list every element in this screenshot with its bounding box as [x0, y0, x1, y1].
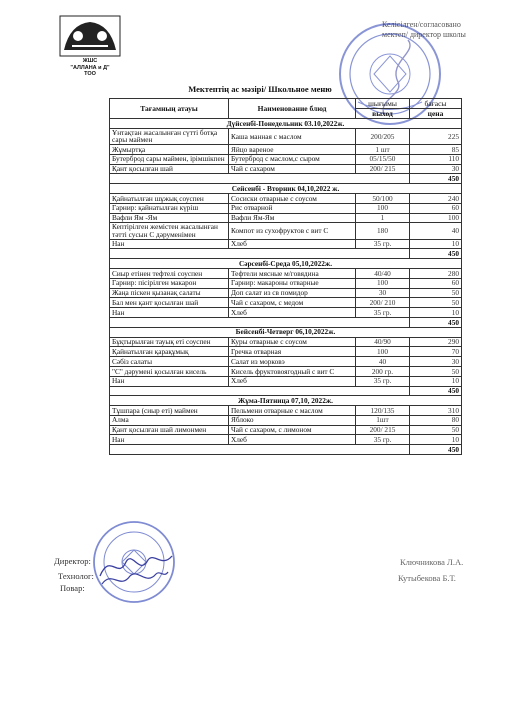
dish-name-ru: Хлеб	[229, 308, 356, 318]
dish-name-ru: Тефтели мясные м/говядина	[229, 268, 356, 278]
dish-yield: 180	[356, 223, 410, 239]
dish-name-ru: Чай с сахаром, с лимоном	[229, 425, 356, 435]
day-total: 450	[410, 386, 462, 396]
day-title: Сейсенбі - Вторник 04,10,2022 ж.	[110, 184, 462, 194]
dish-price: 30	[410, 357, 462, 367]
logo-emblem-icon	[50, 14, 130, 58]
page-title: Мектептің ас мәзірі/ Школьное меню	[188, 84, 332, 94]
dish-name-kz: Жұмыртқа	[110, 144, 229, 154]
dish-name-ru: Куры отварные с соусом	[229, 337, 356, 347]
dish-price: 60	[410, 203, 462, 213]
dish-name-kz: Қайнатылған шұжық соуспен	[110, 193, 229, 203]
dish-yield: 05/15/50	[356, 154, 410, 164]
menu-item-row	[110, 298, 462, 308]
director-label: Директор:	[54, 556, 91, 566]
menu-item-row	[110, 337, 462, 347]
dish-name-ru: Доп салат из св помидор	[229, 288, 356, 298]
menu-item-row	[110, 435, 462, 445]
day-title: Бейсенбі-Четверг 06,10,2022ж.	[110, 327, 462, 337]
dish-name-kz: Қант қосылған шай лимонмен	[110, 425, 229, 435]
dish-name-ru: Яйцо вареное	[229, 144, 356, 154]
dish-price: 10	[410, 308, 462, 318]
dish-name-ru: Салат из морковэ	[229, 357, 356, 367]
dish-name-kz: Тұшпара (сиыр еті) маймен	[110, 406, 229, 416]
technologist-label: Технолог:	[58, 571, 94, 581]
dish-name-ru: Сосиски отварные с соусом	[229, 193, 356, 203]
dish-yield: 1	[356, 213, 410, 223]
dish-yield: 50/100	[356, 193, 410, 203]
dish-yield: 40/90	[356, 337, 410, 347]
dish-yield: 100	[356, 278, 410, 288]
dish-yield: 30	[356, 288, 410, 298]
dish-name-ru: Гарнир: макароны отварные	[229, 278, 356, 288]
dish-price: 10	[410, 376, 462, 386]
approval-line-2: мектеп/ директор школы	[382, 30, 466, 39]
dish-name-kz: Кептірілген жемістен жасалынған тәтті сусын С дәруменімен	[110, 223, 229, 239]
menu-item-row	[110, 347, 462, 357]
menu-item-row	[110, 213, 462, 223]
dish-price: 10	[410, 435, 462, 445]
dish-name-kz: Бутерброд сары маймен, ірімшікпен	[110, 154, 229, 164]
dish-name-kz: Бұқтырылған тауық еті соуспен	[110, 337, 229, 347]
cook-label: Повар:	[60, 583, 85, 593]
menu-item-row	[110, 406, 462, 416]
day-total-row	[110, 445, 462, 455]
dish-price: 80	[410, 415, 462, 425]
dish-price: 30	[410, 164, 462, 174]
menu-item-row	[110, 415, 462, 425]
dish-name-kz: Нан	[110, 239, 229, 249]
dish-name-ru: Каша манная с маслом	[229, 128, 356, 144]
menu-item-row	[110, 239, 462, 249]
technologist-signature-icon	[100, 566, 170, 592]
dish-price: 70	[410, 347, 462, 357]
dish-yield: 35 гр.	[356, 435, 410, 445]
menu-item-row	[110, 193, 462, 203]
dish-yield: 200/ 215	[356, 425, 410, 435]
dish-price: 290	[410, 337, 462, 347]
day-title: Сәрсенбі-Среда 05,10,2022ж.	[110, 259, 462, 269]
menu-item-row	[110, 223, 462, 239]
menu-item-row	[110, 308, 462, 318]
dish-name-ru: Чай с сахаром	[229, 164, 356, 174]
dish-name-kz: Сиыр етінен тефтелі соуспен	[110, 268, 229, 278]
approval-line-1: Келісілген/согласовано	[382, 20, 461, 29]
dish-name-ru: Бутерброд с маслом,с сыром	[229, 154, 356, 164]
dish-price: 40	[410, 223, 462, 239]
dish-name-kz: "С" дәрумені қосылған кисель	[110, 366, 229, 376]
day-total: 450	[410, 249, 462, 259]
director-signature-icon	[96, 546, 176, 586]
day-title: Жұма-Пятница 07,10, 2022ж.	[110, 396, 462, 406]
column-header-price-ru: цена	[410, 109, 462, 119]
dish-yield: 35 гр.	[356, 239, 410, 249]
menu-item-row	[110, 288, 462, 298]
company-stamp-icon	[92, 520, 176, 604]
dish-name-kz: Сәбіз салаты	[110, 357, 229, 367]
logo-text-3: ТОО	[84, 71, 96, 77]
menu-item-row	[110, 154, 462, 164]
dish-yield: 200/205	[356, 128, 410, 144]
approval-block	[382, 20, 494, 40]
day-total: 450	[410, 317, 462, 327]
day-total: 450	[410, 445, 462, 455]
menu-table	[109, 98, 462, 455]
day-total-row	[110, 249, 462, 259]
menu-item-row	[110, 366, 462, 376]
dish-name-ru: Кисель фруктовоягодный с вит С	[229, 366, 356, 376]
total-spacer	[110, 249, 410, 259]
day-total-row	[110, 317, 462, 327]
dish-name-ru: Хлеб	[229, 239, 356, 249]
day-header-row	[110, 396, 462, 406]
dish-price: 110	[410, 154, 462, 164]
menu-body	[110, 119, 462, 455]
dish-name-ru: Хлеб	[229, 435, 356, 445]
dish-name-ru: Вафли Ям-Ям	[229, 213, 356, 223]
dish-name-ru: Пельмени отварные с маслом	[229, 406, 356, 416]
menu-item-row	[110, 357, 462, 367]
dish-price: 100	[410, 213, 462, 223]
dish-name-ru: Чай с сахаром, с медом	[229, 298, 356, 308]
dish-yield: 35 гр.	[356, 308, 410, 318]
dish-yield: 200/ 210	[356, 298, 410, 308]
dish-yield: 1 шт	[356, 144, 410, 154]
dish-name-ru: Яблоко	[229, 415, 356, 425]
dish-name-kz: Гарнир: қайнатылған күріш	[110, 203, 229, 213]
menu-item-row	[110, 278, 462, 288]
dish-name-ru: Рис отварной	[229, 203, 356, 213]
dish-name-kz: Алма	[110, 415, 229, 425]
dish-yield: 200/ 215	[356, 164, 410, 174]
dish-price: 225	[410, 128, 462, 144]
total-spacer	[110, 174, 410, 184]
dish-yield: 200 гр.	[356, 366, 410, 376]
dish-name-kz: Жаңа піскен қызанақ салаты	[110, 288, 229, 298]
company-logo	[50, 14, 130, 76]
director-name: Ключникова Л.А.	[400, 557, 464, 567]
dish-price: 50	[410, 298, 462, 308]
day-header-row	[110, 327, 462, 337]
dish-price: 280	[410, 268, 462, 278]
column-header-yield-ru: выход	[356, 109, 410, 119]
menu-item-row	[110, 376, 462, 386]
day-header-row	[110, 119, 462, 129]
column-header-price-kz: бағасы	[410, 99, 462, 109]
day-total-row	[110, 386, 462, 396]
total-spacer	[110, 445, 410, 455]
day-total: 450	[410, 174, 462, 184]
dish-name-ru: Хлеб	[229, 376, 356, 386]
dish-yield: 100	[356, 203, 410, 213]
dish-yield: 40	[356, 357, 410, 367]
dish-price: 10	[410, 239, 462, 249]
dish-price: 60	[410, 278, 462, 288]
dish-yield: 35 гр.	[356, 376, 410, 386]
menu-item-row	[110, 144, 462, 154]
day-header-row	[110, 259, 462, 269]
logo-text-1: ЖШС	[82, 58, 98, 64]
total-spacer	[110, 386, 410, 396]
dish-price: 240	[410, 193, 462, 203]
dish-price: 85	[410, 144, 462, 154]
column-header-kz: Тағамның атауы	[110, 99, 229, 119]
menu-item-row	[110, 425, 462, 435]
dish-name-kz: Гарнир: пісірілген макарон	[110, 278, 229, 288]
day-total-row	[110, 174, 462, 184]
technologist-name: Кутыбекова Б.Т.	[398, 573, 456, 583]
dish-yield: 40/40	[356, 268, 410, 278]
menu-item-row	[110, 268, 462, 278]
column-header-ru: Наименование блюд	[229, 99, 356, 119]
dish-yield: 120/135	[356, 406, 410, 416]
dish-name-kz: Нан	[110, 308, 229, 318]
dish-name-kz: Нан	[110, 435, 229, 445]
dish-name-kz: Ұнтақтан жасалынған сүтті ботқа сары маймен	[110, 128, 229, 144]
dish-price: 310	[410, 406, 462, 416]
day-header-row	[110, 184, 462, 194]
total-spacer	[110, 317, 410, 327]
dish-yield: 100	[356, 347, 410, 357]
logo-text-2: "АЛЛАНА и Д"	[70, 64, 110, 71]
dish-name-ru: Гречка отварная	[229, 347, 356, 357]
dish-name-kz: Қайнатылған қарақұмық	[110, 347, 229, 357]
dish-name-ru: Компот из сухофруктов с вит С	[229, 223, 356, 239]
menu-item-row	[110, 128, 462, 144]
menu-item-row	[110, 203, 462, 213]
dish-name-kz: Вафли Ям -Ям	[110, 213, 229, 223]
dish-price: 50	[410, 366, 462, 376]
dish-name-kz: Нан	[110, 376, 229, 386]
dish-yield: 1шт	[356, 415, 410, 425]
dish-price: 50	[410, 425, 462, 435]
column-header-yield-kz: шығымы	[356, 99, 410, 109]
dish-name-kz: Қант қосылған шай	[110, 164, 229, 174]
dish-price: 50	[410, 288, 462, 298]
dish-name-kz: Бал мен қант қосылған шай	[110, 298, 229, 308]
day-title: Дүйсенбі-Понедельник 03.10,2022ж.	[110, 119, 462, 129]
menu-item-row	[110, 164, 462, 174]
